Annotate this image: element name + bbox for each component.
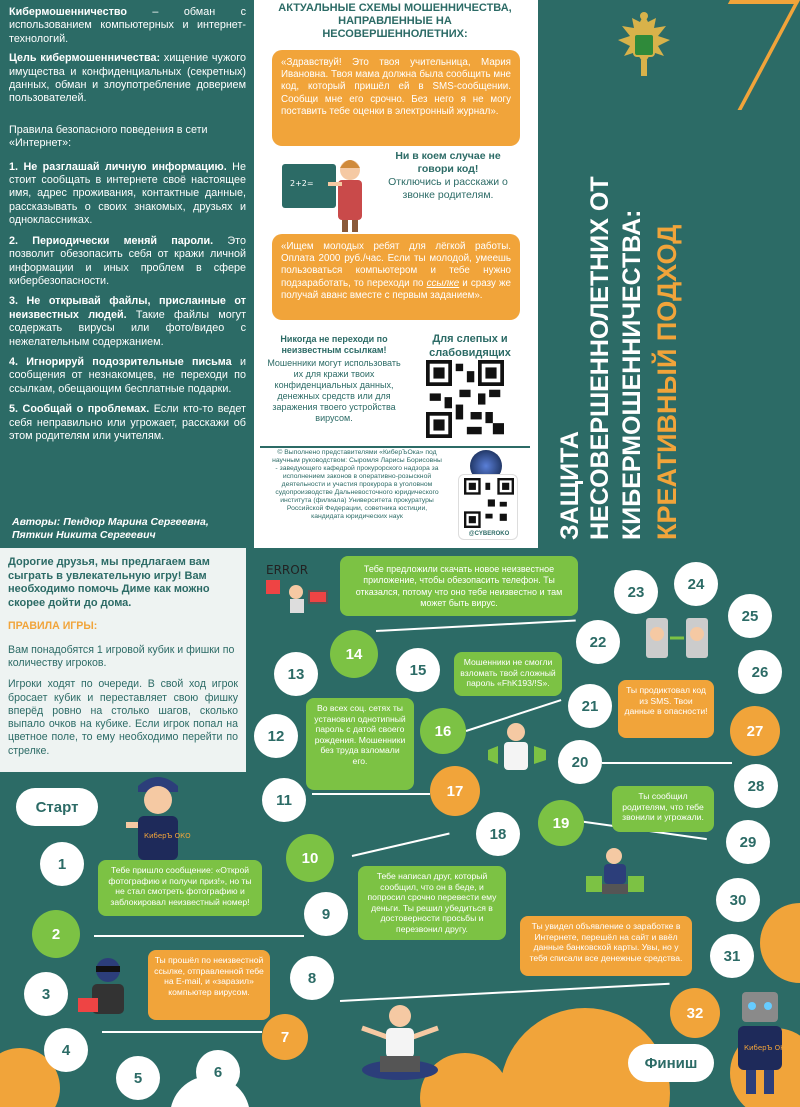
board-cell-26[interactable]: 26 <box>738 650 782 694</box>
board-cell-30[interactable]: 30 <box>716 878 760 922</box>
rule-item-2 <box>9 235 246 289</box>
definition-text: – обман с использованием компьютерных и интернет-технологий. <box>9 6 246 45</box>
board-cell-8[interactable]: 8 <box>290 956 334 1000</box>
board-cell-23[interactable]: 23 <box>614 570 658 614</box>
shirt-text: КиберЪ ОКО <box>744 1044 791 1052</box>
qr-code-accessibility[interactable] <box>426 360 504 438</box>
laptop-teen-illustration <box>580 846 650 898</box>
rule-item-1 <box>9 161 246 228</box>
event-box-16: Во всех соц. сетях ты установил однотипный пароль с датой своего рождения. Мошенники без труда взломали его. <box>306 698 414 790</box>
start-button[interactable]: Старт <box>16 788 98 826</box>
board-cell-28[interactable]: 28 <box>734 764 778 808</box>
rule-head: 2. Периодически меняй пароли. <box>9 234 214 247</box>
board-cell-2[interactable]: 2 <box>32 910 80 958</box>
board-cell-20[interactable]: 20 <box>558 740 602 784</box>
arrow-2-to-9 <box>94 935 304 937</box>
game-intro <box>0 548 246 772</box>
board-cell-17[interactable]: 17 <box>430 766 480 816</box>
rule-item-5 <box>9 403 246 443</box>
board-cell-25[interactable]: 25 <box>728 594 772 638</box>
rules-title: Правила безопасного поведения в сети «Интернет»: <box>9 123 208 150</box>
board-cell-10[interactable]: 10 <box>286 834 334 882</box>
rules-heading: ПРАВИЛА ИГРЫ: <box>8 620 98 633</box>
board-game <box>0 548 800 1107</box>
finish-button[interactable]: Финиш <box>628 1044 714 1082</box>
rule-text: Это позволит обезопасить себя от кражи личной информации и иных проблем в сфере кибербезопасности. <box>9 234 246 287</box>
rule-head: 4. Игнорируй подозрительные письма <box>9 355 232 368</box>
qr-code-cyberoko[interactable] <box>464 478 514 528</box>
board-cell-4[interactable]: 4 <box>44 1028 88 1072</box>
warning-text: Мошенники могут использовать их для кражи твоих конфиденциальных данных, денежных средств или для заражения твоего устройства вирусом. <box>267 358 401 423</box>
arrow-27-to-20 <box>602 762 732 764</box>
rule-item-4 <box>9 356 246 396</box>
arrow-10-to-18 <box>352 833 450 857</box>
warning-title: Никогда не переходи по неизвестным ссылкам! <box>280 334 388 355</box>
divider <box>260 446 530 448</box>
rule-text: и сообщения от незнакомцев, не переходи по ссылкам, обещающим бесплатные подарки. <box>9 355 246 395</box>
rule-head: 3. Не открывай файлы, присланные от неизвестных людей. <box>9 295 246 321</box>
teens-phone-illustration <box>642 614 712 664</box>
shirt-text: КиберЪ ОКО <box>144 832 191 840</box>
board-cell-27[interactable]: 27 <box>730 706 780 756</box>
title-line-2: НЕСОВЕРШЕННОЛЕТНИХ ОТ <box>586 176 614 540</box>
rule-item-3 <box>9 295 246 349</box>
board-cell-18[interactable]: 18 <box>476 812 520 856</box>
author-line: Пяткин Никита Сергеевич <box>12 529 156 541</box>
copyright-note: © Выполнено представителями «КиберЪОка» под научным руководством: Сыромля Ларисы Борисовны - заведующего кафедрой прокурорского надзора за исполнением законов в оперативно-розыскной деятельности и участия прокурора в уголовном судопроизводстве Дальневосточного юридического института (филиала) Университета прокуратуры Российской Федерации, советника юстиции, кандидата юридических наук <box>272 449 442 520</box>
board-cell-1[interactable]: 1 <box>40 842 84 886</box>
warning-text: Отключись и расскажи о звонке родителям. <box>388 176 508 201</box>
scheme-teacher-bubble: «Здравствуй! Это твоя учительница, Мария Ивановна. Твоя мама должна была сообщить мне код, который пришёл ей в SMS-сообщении. Сообщи мне его срочно. Без него я не могу поставить тебе оценки в электронный журнал». <box>272 50 520 146</box>
event-box-32: Ты увидел объявление о заработке в Интернете, перешёл на сайт и ввёл данные банковской карты. Увы, но у тебя списали все денежные средства. <box>520 916 692 976</box>
schemes-title: АКТУАЛЬНЫЕ СХЕМЫ МОШЕННИЧЕСТВА, НАПРАВЛЕННЫЕ НА НЕСОВЕРШЕННОЛЕТНИХ: <box>278 2 512 40</box>
intro-heading: Дорогие друзья, мы предлагаем вам сыграть в увлекательную игру! Вам необходимо помочь Диме как можно скорее дойти до дома. <box>8 556 210 609</box>
leaflet-front <box>0 0 800 548</box>
board-cell-12[interactable]: 12 <box>254 714 298 758</box>
event-box-10: Тебе написал друг, который сообщил, что он в беде, и попросил срочно перевести ему деньги. Ты решил убедиться в достоверности просьбы и перезвонил другу. <box>358 866 506 940</box>
rule-text: Игроки ходят по очереди. В свой ход игрок бросает кубик и переставляет свою фишку вперёд ровно на столько шагов, сколько выпало очков на кубике. Если игрок попал на цветное поле, то ему необходимо перейти по стрелке. <box>8 678 238 757</box>
arrow-14-to-22 <box>376 620 576 632</box>
event-box-19: Ты сообщил родителям, что тебе звонили и угрожали. <box>612 786 714 832</box>
event-box-14: Тебе предложили скачать новое неизвестное приложение, чтобы обезопасить телефон. Ты отказался, потому что оно тебе неизвестно и там может быть вирус. <box>340 556 578 616</box>
board-cell-19[interactable]: 19 <box>538 800 584 846</box>
goal-term: Цель кибермошенничества: <box>9 52 161 65</box>
board-cell-5[interactable]: 5 <box>116 1056 160 1100</box>
arrow-7-to-4 <box>102 1031 262 1033</box>
board-cell-32[interactable]: 32 <box>670 988 720 1038</box>
event-box-15: Мошенники не смогли взломать твой сложный пароль «FhK193/!S». <box>454 652 562 696</box>
hacker-illustration <box>78 954 138 1024</box>
scheme-job-bubble <box>272 234 520 320</box>
security-guard-illustration <box>482 720 552 780</box>
event-box-2: Тебе пришло сообщение: «Открой фотографию и получи приз!», но ты не стал смотреть фотографию и заблокировал неизвестный номер! <box>98 860 262 916</box>
board-cell-31[interactable]: 31 <box>710 934 754 978</box>
event-box-7: Ты прошёл по неизвестной ссылке, отправленной тебе на E-mail, и «заразил» компьютер вирусом. <box>148 950 270 1020</box>
scheme-link[interactable]: ссылке <box>426 277 460 289</box>
cyberoko-qr-card <box>458 474 518 540</box>
rule-head: 5. Сообщай о проблемах. <box>9 403 150 416</box>
title-line-3: КИБЕРМОШЕННИЧЕСТВА: <box>618 209 646 540</box>
meditating-girl-illustration <box>352 998 448 1088</box>
rule-text: Такие файлы могут содержать вирусы или фото/видео с нежелательным содержанием. <box>9 308 247 348</box>
rule-text: Если кто-то ведет себя неправильно или угрожает, расскажи об этом родителям или учителям. <box>9 403 246 442</box>
board-cell-3[interactable]: 3 <box>24 972 68 1016</box>
warning-code <box>378 150 518 202</box>
title-line-4: КРЕАТИВНЫЙ ПОДХОД <box>652 224 682 540</box>
board-cell-15[interactable]: 15 <box>396 648 440 692</box>
cyberoko-tag: @CYBEROKO <box>468 531 510 537</box>
authors <box>12 516 209 542</box>
arrow-32-to-8 <box>340 983 670 1002</box>
event-box-27: Ты продиктовал код из SMS. Твои данные в опасности! <box>618 680 714 738</box>
goal <box>9 52 246 106</box>
svg-text:2+2=: 2+2= <box>290 179 314 188</box>
teacher-illustration <box>280 152 380 232</box>
warning-links <box>264 334 404 424</box>
rule-head: 1. Не разглашай личную информацию. <box>9 160 227 173</box>
scheme-text: «Ищем молодых ребят для лёгкой работы. Оплата 2000 руб./час. Если ты молодой, умеешь пользоваться компьютером и тебе нужно подзаработать, то переходи по <box>281 241 511 289</box>
board-cell-13[interactable]: 13 <box>274 652 318 696</box>
definition-term: Кибермошенничество <box>9 6 127 18</box>
error-computer-illustration <box>262 562 332 618</box>
qr-caption: Для слепых и слабовидящих <box>429 333 511 359</box>
leaflet-title <box>538 0 800 548</box>
board-cell-16[interactable]: 16 <box>420 708 466 754</box>
rule-text: Вам понадобятся 1 игровой кубик и фишки по количеству игроков. <box>8 643 235 669</box>
deco-circle <box>760 903 800 983</box>
board-cell-9[interactable]: 9 <box>304 892 348 936</box>
warning-title: Ни в коем случае не говори код! <box>395 150 501 175</box>
board-cell-11[interactable]: 11 <box>262 778 306 822</box>
author-line: Авторы: Пендюр Марина Сергеевна, <box>12 516 209 528</box>
board-cell-7[interactable]: 7 <box>262 1014 308 1060</box>
rule-text: Не стоит сообщать в интернете своё настоящее имя, адрес проживания, контактные данные, рассказывать о своих знакомых, друзьях и одноклассниках. <box>9 160 246 227</box>
robot-boy-illustration <box>722 988 800 1098</box>
board-cell-6[interactable]: 6 <box>196 1050 240 1094</box>
board-cell-14[interactable]: 14 <box>330 630 378 678</box>
rules-column <box>0 0 254 548</box>
board-cell-29[interactable]: 29 <box>726 820 770 864</box>
board-cell-21[interactable]: 21 <box>568 684 612 728</box>
arrow-17-to-11 <box>312 793 430 795</box>
goal-text: хищение чужого имущества и конфиденциальных (секретных) данных, обман и злоупотребление доверием пользователей. <box>9 52 246 105</box>
error-label: ERROR <box>266 563 309 577</box>
definition <box>9 6 246 46</box>
board-cell-22[interactable]: 22 <box>576 620 620 664</box>
board-cell-24[interactable]: 24 <box>674 562 718 606</box>
scheme-text: и сразу же получай аванс вместе с первым заданием». <box>281 277 511 301</box>
title-line-1: ЗАЩИТА <box>556 431 584 540</box>
